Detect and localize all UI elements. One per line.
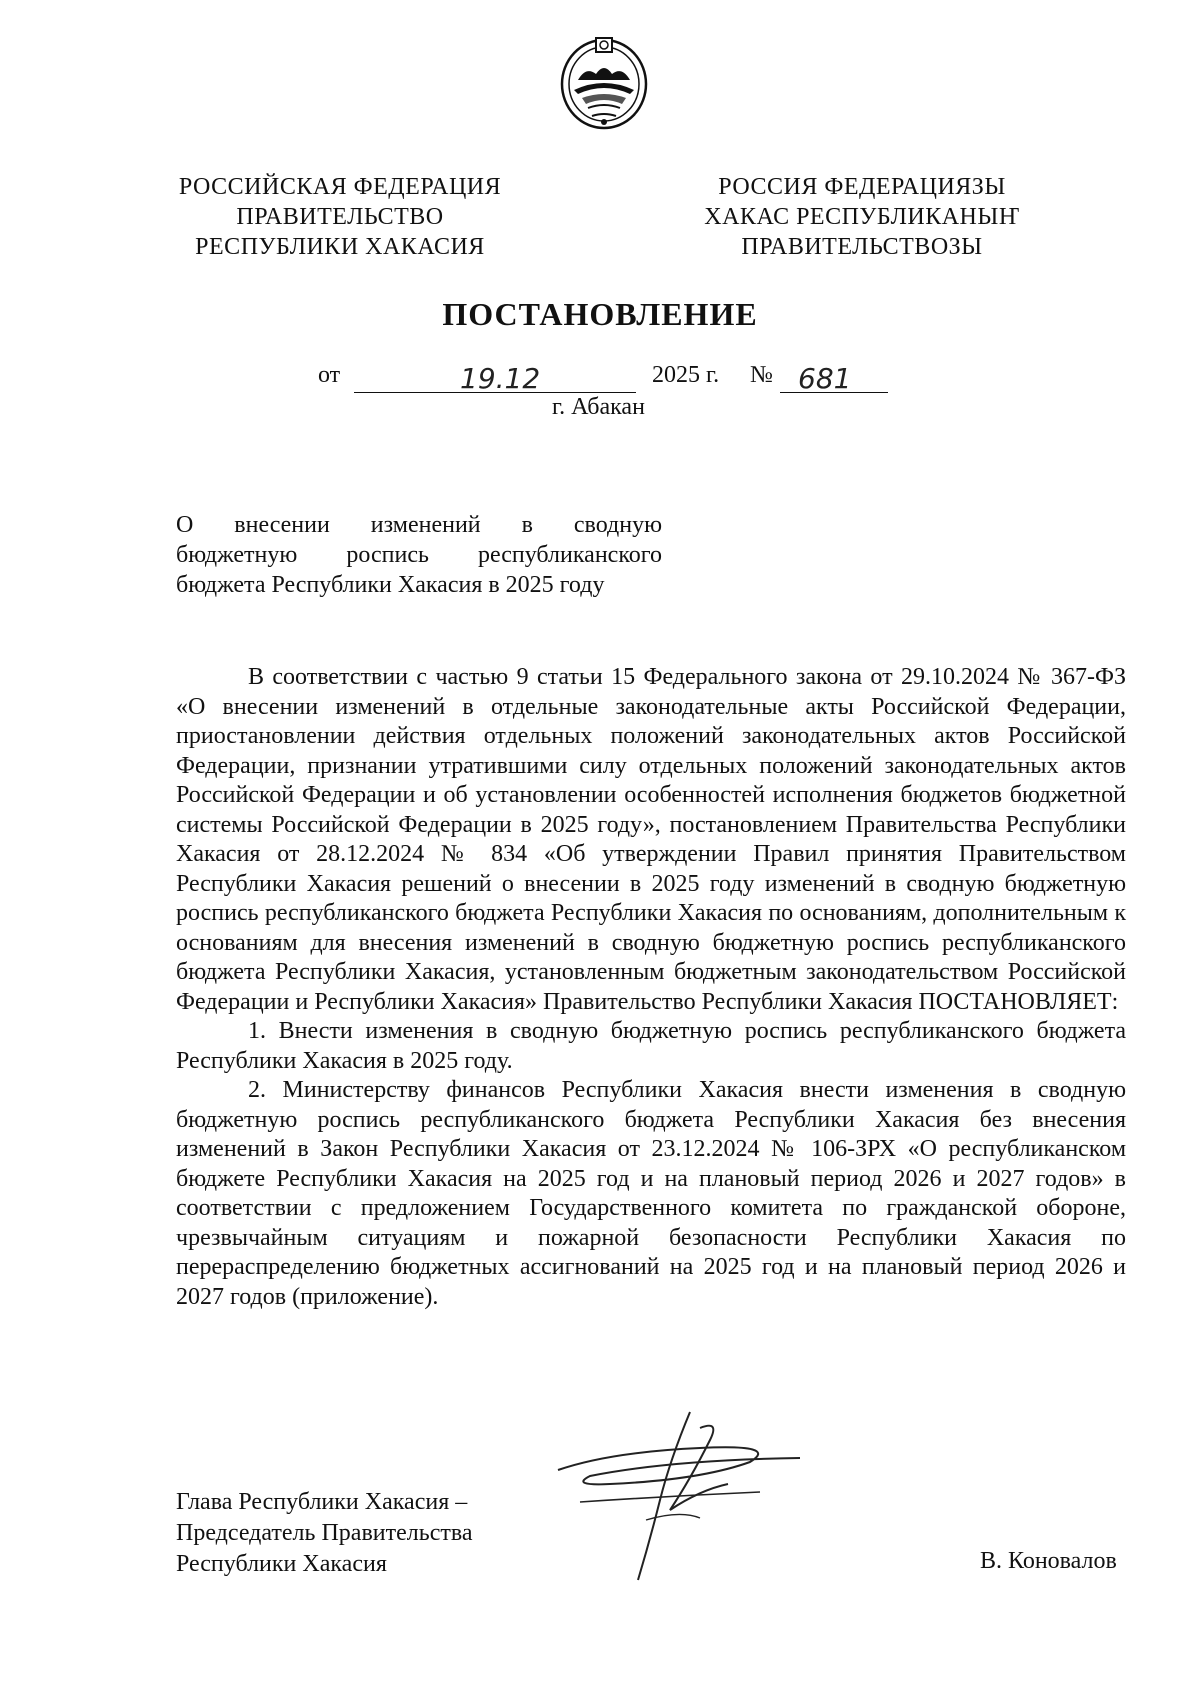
position-line-1: Глава Республики Хакасия – (176, 1489, 468, 1515)
subject-line-2: бюджетную роспись республиканского (176, 542, 662, 568)
coat-of-arms-icon (556, 30, 652, 134)
header-left (140, 172, 540, 262)
body-paragraph-preamble: В соответствии с частью 9 статьи 15 Федерального закона от 29.10.2024 № 367-ФЗ «О внесении изменений в отдельные законодательные акты Российской Федерации, приостановлении действия отдельных положений законодательных актов Российской Федерации, признании утратившими силу отдельных положений законодательных актов Российской Федерации и об установлении особенностей исполнения бюджетов бюджетной системы Российской Федерации в 2025 году», постановлением Правительства Республики Хакасия от 28.12.2024 № 834 «Об утверждении Правил принятия Правительством Республики Хакасия решений о внесении в 2025 году изменений в сводную бюджетную роспись республиканского бюджета Республики Хакасия по основаниям, дополнительным к основаниям для внесения изменений в сводную бюджетную роспись республиканского бюджета Республики Хакасия, установленным бюджетным законодательством Российской Федерации и Республики Хакасия» Правительство Республики Хакасия ПОСТАНОВЛЯЕТ: (176, 664, 1126, 1015)
city: г. Абакан (552, 394, 645, 420)
document-subject (176, 510, 662, 600)
subject-line-3: бюджета Республики Хакасия в 2025 году (176, 572, 605, 598)
year-label: 2025 г. (652, 362, 720, 388)
subject-line-1: О внесении изменений в сводную (176, 512, 662, 538)
date-handwritten: 19.12 (460, 362, 541, 395)
signer-name: В. Коновалов (980, 1548, 1117, 1574)
header-left-line-3: РЕСПУБЛИКИ ХАКАСИЯ (195, 234, 485, 260)
document-body (176, 663, 1126, 1312)
document-title: ПОСТАНОВЛЕНИЕ (442, 296, 758, 332)
body-paragraph-1: 1. Внести изменения в сводную бюджетную роспись республиканского бюджета Республики Хакасия в 2025 году. (176, 1018, 1126, 1074)
body-paragraph-2: 2. Министерству финансов Республики Хакасия внести изменения в сводную бюджетную роспись республиканского бюджета Республики Хакасия без внесения изменений в Закон Республики Хакасия от 23.12.2024 № 106-ЗРХ «О республиканском бюджете Республики Хакасия на 2025 год и на плановый период 2026 и 2027 годов» в соответствии с предложением Государственного комитета по гражданской обороне, чрезвычайным ситуациям и пожарной безопасности Республики Хакасия по перераспределению бюджетных ассигнований на 2025 год и на плановый период 2026 и 2027 годов (приложение). (176, 1077, 1126, 1310)
number-handwritten: 681 (798, 362, 852, 395)
number-sign: № (750, 362, 773, 388)
header-left-line-2: ПРАВИТЕЛЬСТВО (236, 204, 444, 230)
handwritten-signature-icon (550, 1400, 820, 1590)
position-line-2: Председатель Правительства (176, 1520, 473, 1546)
header-right-line-2: ХАКАС РЕСПУБЛИКАНЫҤ (704, 204, 1020, 230)
header-right (662, 172, 1062, 262)
date-prefix: от (318, 362, 341, 388)
header-left-line-1: РОССИЙСКАЯ ФЕДЕРАЦИЯ (178, 174, 502, 200)
header-right-line-1: РОССИЯ ФЕДЕРАЦИЯЗЫ (718, 174, 1006, 200)
signer-position (176, 1487, 473, 1580)
position-line-3: Республики Хакасия (176, 1551, 387, 1577)
header-right-line-3: ПРАВИТЕЛЬСТВОЗЫ (741, 234, 983, 260)
